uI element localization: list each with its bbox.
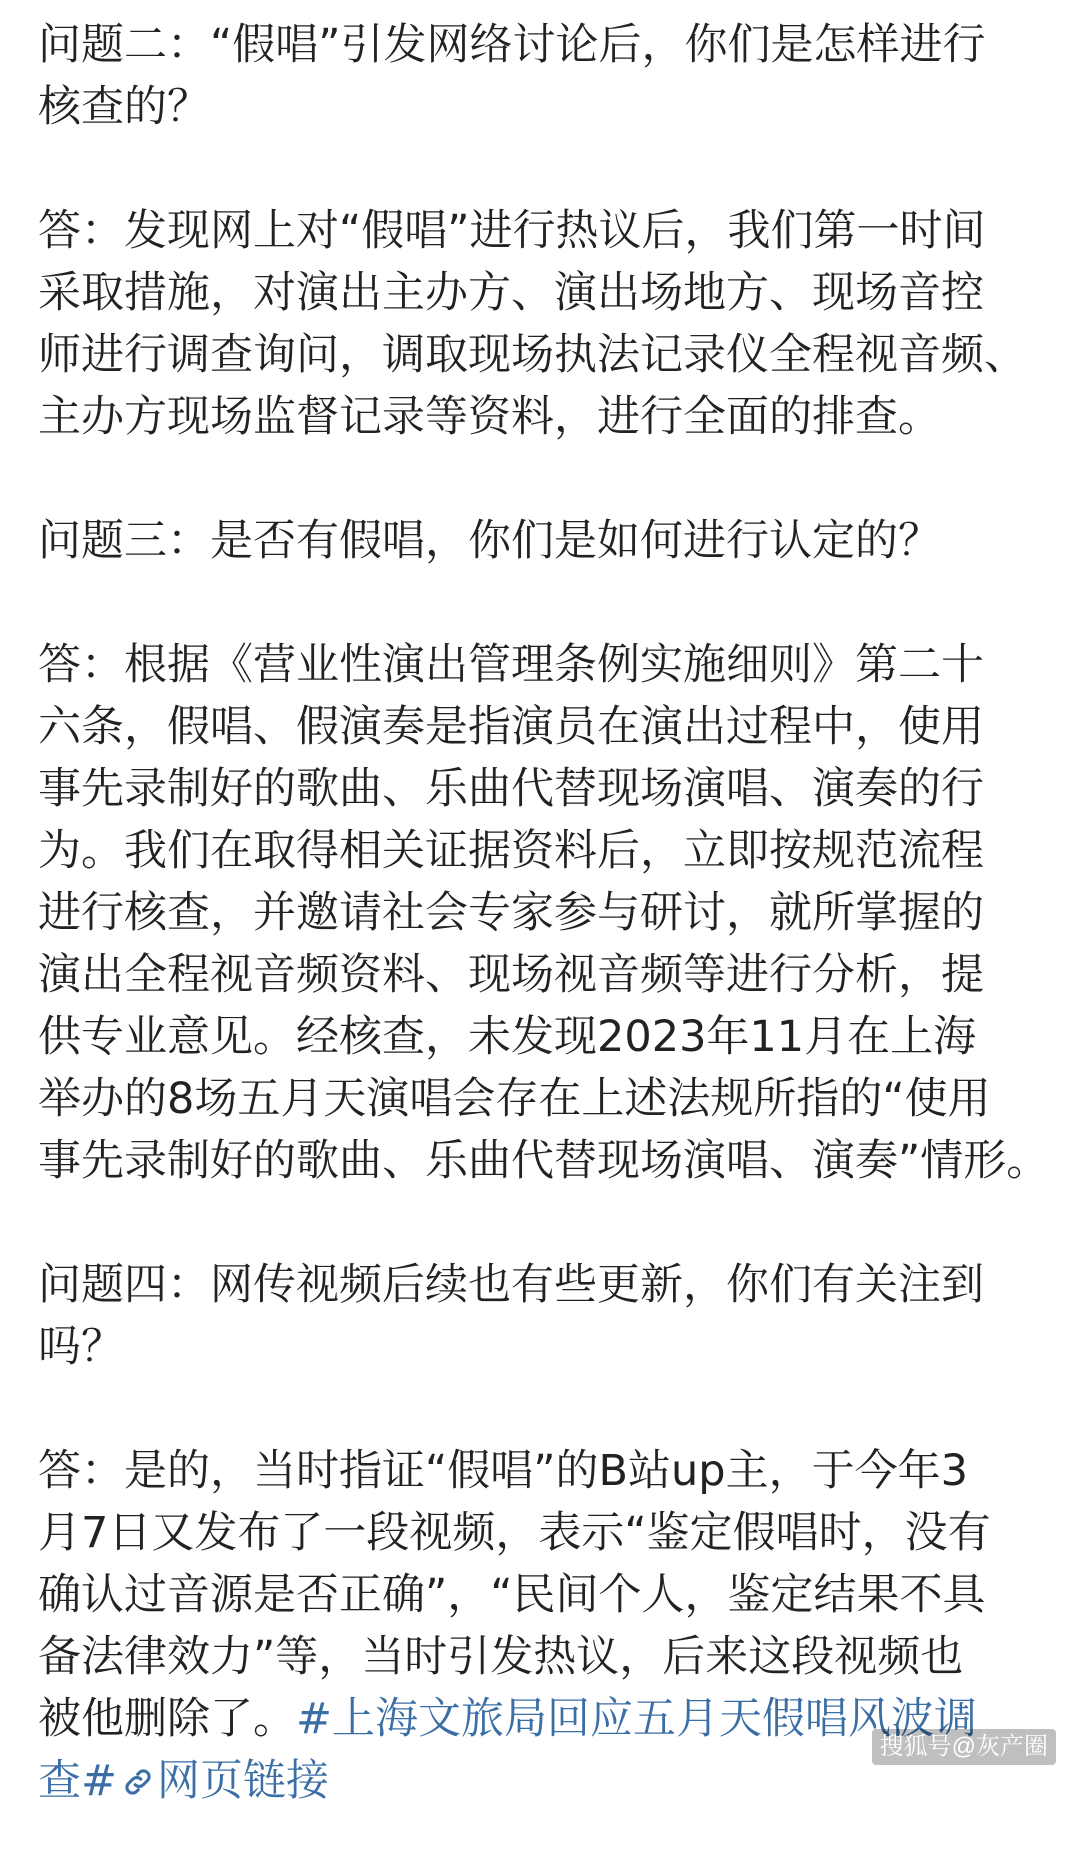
answer-4-line: 确认过音源是否正确”，“民间个人，鉴定结果不具 bbox=[38, 1570, 986, 1620]
question-3 bbox=[38, 510, 1053, 572]
question-4-line: 问题四：网传视频后续也有些更新，你们有关注到 bbox=[38, 1260, 984, 1310]
hashtag-topic-link[interactable]: #上海文旅局回应五月天假唱风波调 bbox=[296, 1694, 978, 1744]
answer-2-line: 采取措施，对演出主办方、演出场地方、现场音控 bbox=[38, 268, 984, 318]
answer-3-line: 六条，假唱、假演奏是指演员在演出过程中，使用 bbox=[38, 702, 984, 752]
answer-4-line: 月7日又发布了一段视频，表示“鉴定假唱时，没有 bbox=[38, 1508, 991, 1558]
answer-3-line: 为。我们在取得相关证据资料后，立即按规范流程 bbox=[38, 826, 984, 876]
question-2-line: 核查的？ bbox=[38, 82, 210, 132]
answer-2-line: 主办方现场监督记录等资料，进行全面的排查。 bbox=[38, 392, 941, 442]
answer-2 bbox=[38, 200, 1053, 448]
link-icon bbox=[121, 1765, 155, 1799]
answer-3-line: 供专业意见。经核查，未发现2023年11月在上海 bbox=[38, 1012, 977, 1062]
answer-3-line: 答：根据《营业性演出管理条例实施细则》第二十 bbox=[38, 640, 984, 690]
answer-3-line: 演出全程视音频资料、现场视音频等进行分析，提 bbox=[38, 950, 984, 1000]
answer-3-line: 进行核查，并邀请社会专家参与研讨，就所掌握的 bbox=[38, 888, 984, 938]
hashtag-topic-link-end[interactable]: 查# bbox=[38, 1756, 118, 1806]
question-3-line: 问题三：是否有假唱，你们是如何进行认定的？ bbox=[38, 516, 941, 566]
web-link-label[interactable]: 网页链接 bbox=[157, 1756, 330, 1806]
article-body bbox=[38, 14, 1053, 1874]
question-4-line: 吗？ bbox=[38, 1322, 124, 1372]
question-4 bbox=[38, 1254, 1053, 1378]
answer-3-line: 事先录制好的歌曲、乐曲代替现场演唱、演奏的行 bbox=[38, 764, 984, 814]
answer-3-line: 举办的8场五月天演唱会存在上述法规所指的“使用 bbox=[38, 1074, 991, 1124]
answer-4-line: 备法律效力”等，当时引发热议，后来这段视频也 bbox=[38, 1632, 964, 1682]
web-link[interactable] bbox=[117, 1756, 329, 1806]
answer-4-line: 答：是的，当时指证“假唱”的B站up主，于今年3 bbox=[38, 1446, 968, 1496]
question-2-line: 问题二：“假唱”引发网络讨论后，你们是怎样进行 bbox=[38, 20, 986, 70]
answer-2-line: 师进行调查询问，调取现场执法记录仪全程视音频、 bbox=[38, 330, 1027, 380]
question-2 bbox=[38, 14, 1053, 138]
answer-2-line: 答：发现网上对“假唱”进行热议后，我们第一时间 bbox=[38, 206, 986, 256]
answer-3-line: 事先录制好的歌曲、乐曲代替现场演唱、演奏”情形。 bbox=[38, 1136, 1050, 1186]
answer-4-tail-text: 被他删除了。 bbox=[38, 1694, 296, 1744]
watermark: 搜狐号@灰产圈 bbox=[872, 1729, 1056, 1765]
answer-3 bbox=[38, 634, 1053, 1192]
